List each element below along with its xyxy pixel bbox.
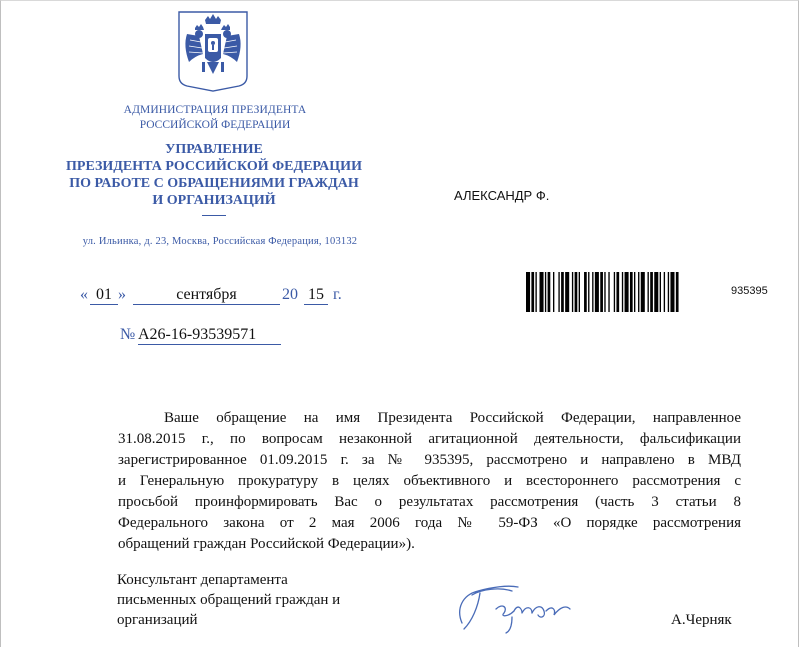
barcode-number: 935395: [731, 285, 768, 297]
department-line3: ПО РАБОТЕ С ОБРАЩЕНИЯМИ ГРАЖДАН: [69, 176, 359, 191]
org-name-line2: РОССИЙСКОЙ ФЕДЕРАЦИИ: [139, 119, 291, 131]
signer-title-line3: организаций: [117, 612, 198, 628]
handwritten-signature: [452, 573, 588, 637]
signer-name: А.Черняк: [671, 612, 732, 628]
org-name-line1: АДМИНИСТРАЦИЯ ПРЕЗИДЕНТА: [123, 104, 307, 116]
body-line: Федерального закона от 2 мая 2006 года № 59-ФЗ «О порядке рассмотрения: [118, 515, 741, 531]
reference-number: А26-16-93539571: [138, 326, 281, 345]
signer-title-line1: Консультант департамента: [117, 572, 288, 588]
reference-number-sign: №: [120, 326, 136, 343]
barcode-graphic: [526, 272, 722, 312]
body-line: 31.08.2015 г., по вопросам незаконной агитационной деятельности, фальсификации: [118, 431, 741, 447]
department-line1: УПРАВЛЕНИЕ: [165, 142, 263, 157]
date-year-prefix: 20: [282, 286, 298, 303]
department-divider: [202, 215, 226, 216]
date-year-label: г.: [333, 286, 342, 303]
body-line: обращений граждан Российской Федерации»).: [118, 536, 415, 552]
date-month: сентября: [133, 286, 280, 305]
date-year-suffix: 15: [304, 286, 328, 305]
double-headed-eagle-emblem-icon: [175, 10, 251, 92]
recipient-name: АЛЕКСАНДР Ф.: [454, 188, 550, 203]
date-day: 01: [90, 286, 118, 305]
body-line: зарегистрированное 01.09.2015 г. за № 935395, рассмотрено и направлено в МВД: [118, 452, 741, 468]
body-line: просьбой проинформировать Вас о результатах рассмотрения (часть 3 статьи 8: [118, 494, 741, 510]
department-line2: ПРЕЗИДЕНТА РОССИЙСКОЙ ФЕДЕРАЦИИ: [66, 159, 362, 174]
department-line4: И ОРГАНИЗАЦИЙ: [152, 193, 276, 208]
letter-body: [118, 408, 741, 555]
date-quote-open: «: [80, 286, 88, 303]
body-line: и Генеральную прокуратуру в целях объективного и всестороннего рассмотрения с: [118, 473, 741, 489]
signer-title-line2: письменных обращений граждан и: [117, 592, 341, 608]
body-line: Ваше обращение на имя Президента Российской Федерации, направленное: [164, 410, 741, 426]
date-quote-close: »: [118, 286, 126, 303]
letterhead-address: ул. Ильинка, д. 23, Москва, Российская Федерация, 103132: [82, 236, 358, 247]
